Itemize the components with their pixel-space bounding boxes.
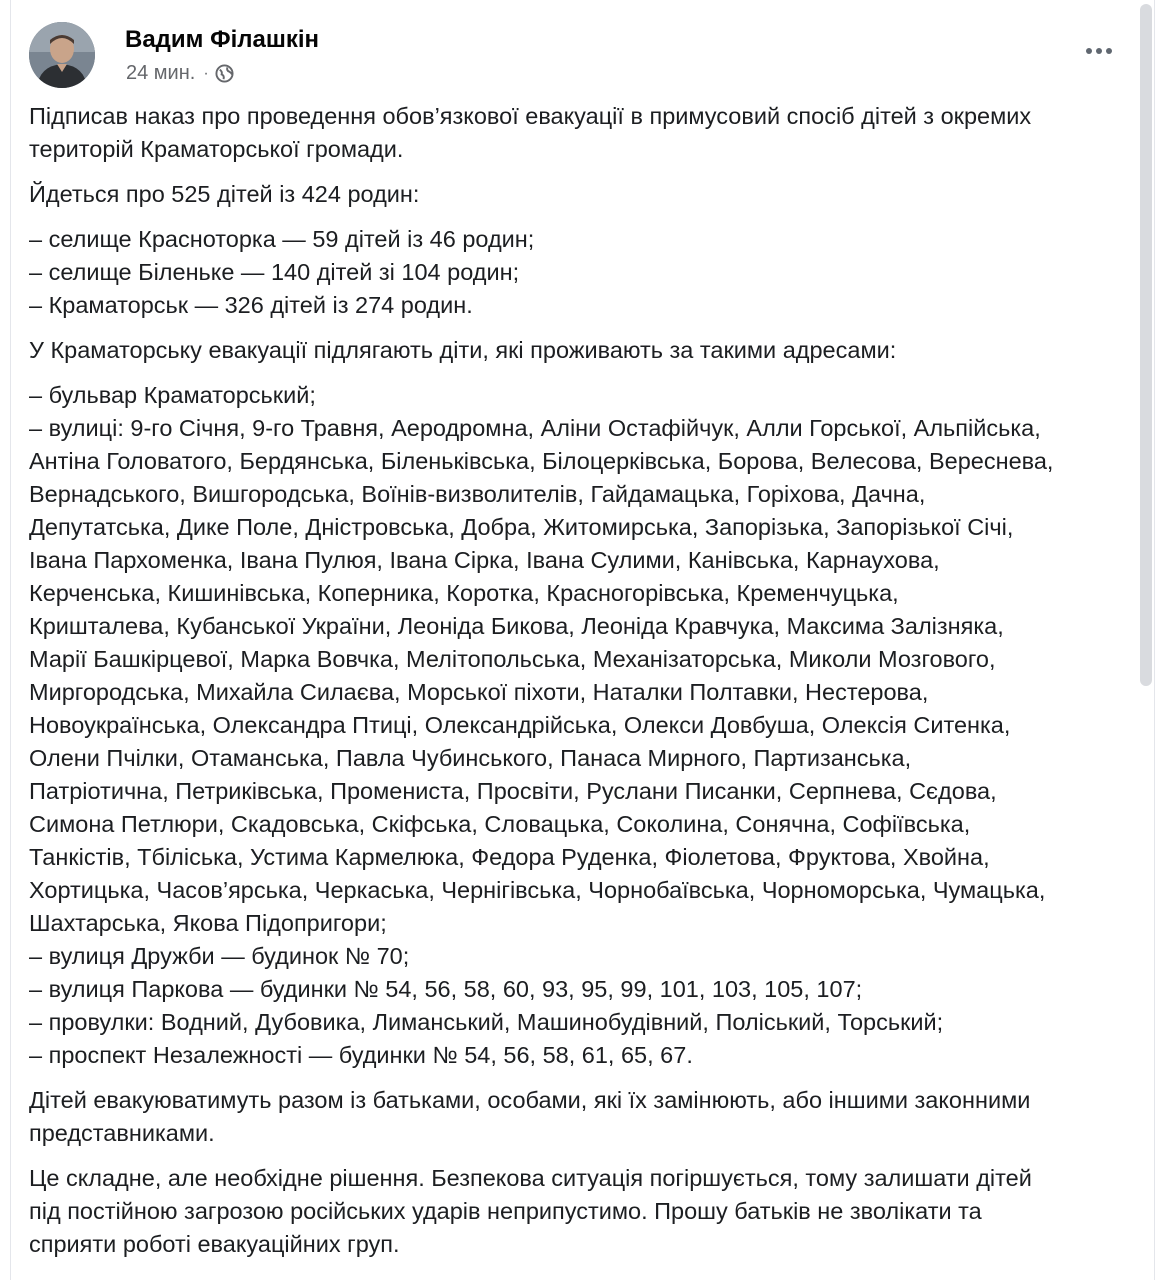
scrollbar[interactable] [1140,4,1152,686]
streets-line: Керченська, Кишинівська, Коперника, Коротка, Красногорівська, Кременчуцька, [29,580,899,606]
more-options-icon[interactable] [1079,36,1119,66]
streets-line: Антіна Головатого, Бердянська, Біленьківська, Білоцерківська, Борова, Велесова, Вереснева, [29,448,1054,474]
post-time[interactable]: 24 мин. [126,62,196,84]
list-item: – Краматорськ — 326 дітей із 274 родин. [29,292,473,318]
settlements-list [29,223,1139,322]
with-parents-paragraph [29,1084,1139,1150]
boulevard-item: – бульвар Краматорський; [29,382,316,408]
address-item: – вулиця Дружби — будинок № 70; [29,943,410,969]
streets-line: Депутатська, Дике Поле, Дністровська, Добра, Житомирська, Запорізька, Запорізької Січі, [29,514,1014,540]
avatar[interactable] [29,22,95,88]
paragraph-line: представниками. [29,1120,215,1146]
address-item: – провулки: Водний, Дубовика, Лиманський, Машинобудівний, Поліський, Торський; [29,1009,944,1035]
streets-line: Олени Пчілки, Отаманська, Павла Чубинського, Панаса Мирного, Партизанська, [29,745,912,771]
author-name[interactable]: Вадим Філашкін [125,26,320,53]
meta-separator: · [203,64,209,82]
post-meta [126,62,234,85]
total-paragraph [29,178,1139,211]
post-header [29,22,1129,90]
intro-paragraph [29,100,1139,166]
closing-paragraph [29,1162,1139,1261]
address-item: – проспект Незалежності — будинки № 54, 56, 58, 61, 65, 67. [29,1042,693,1068]
paragraph-line: під постійною загрозою російських ударів неприпустимо. Прошу батьків не зволікати та [29,1198,982,1224]
address-item: – вулиця Паркова — будинки № 54, 56, 58, 60, 93, 95, 99, 101, 103, 105, 107; [29,976,863,1002]
post-text [29,100,1139,1273]
addresses-list [29,379,1139,1072]
total-text: Йдеться про 525 дітей із 424 родин: [29,181,420,207]
streets-line: Шахтарська, Якова Підопригори; [29,910,387,936]
streets-line: Симона Петлюри, Скадовська, Скіфська, Словацька, Соколина, Сонячна, Софіївська, [29,811,971,837]
paragraph-line: сприяти роботі евакуаційних груп. [29,1231,400,1257]
avatar-photo [29,22,95,88]
streets-line: – вулиці: 9-го Січня, 9-го Травня, Аеродромна, Аліни Остафійчук, Алли Горської, Альпійська, [29,415,1041,441]
post-card [10,0,1155,1280]
streets-line: Марії Башкірцевої, Марка Вовчка, Мелітопольська, Механізаторська, Миколи Мозгового, [29,646,996,672]
kramatorsk-paragraph [29,334,1139,367]
globe-icon [215,64,234,83]
streets-line: Миргородська, Михайла Силаєва, Морської піхоти, Наталки Полтавки, Нестерова, [29,679,929,705]
paragraph-line: Це складне, але необхідне рішення. Безпекова ситуація погіршується, тому залишати дітей [29,1165,1032,1191]
streets-line: Кришталева, Кубанської України, Леоніда Бикова, Леоніда Кравчука, Максима Залізняка, [29,613,1004,639]
streets-line: Вернадського, Вишгородська, Воїнів-визволителів, Гайдамацька, Горіхова, Дачна, [29,481,926,507]
kramatorsk-intro: У Краматорську евакуації підлягають діти, які проживають за такими адресами: [29,337,897,363]
streets-line: Івана Пархоменка, Івана Пулюя, Івана Сірка, Івана Сулими, Канівська, Карнаухова, [29,547,940,573]
list-item: – селище Красноторка — 59 дітей із 46 родин; [29,226,535,252]
intro-text: Підписав наказ про проведення обов’язкової евакуації в примусовий спосіб дітей з окремих територій Краматорської громади. [29,103,1032,162]
paragraph-line: Дітей евакуюватимуть разом із батьками, особами, які їх замінюють, або іншими законними [29,1087,1031,1113]
streets-line: Патріотична, Петриківська, Промениста, Просвіти, Руслани Писанки, Серпнева, Сєдова, [29,778,997,804]
streets-line: Хортицька, Часов’ярська, Черкаська, Чернігівська, Чорнобаївська, Чорноморська, Чумацька, [29,877,1046,903]
list-item: – селище Біленьке — 140 дітей зі 104 родин; [29,259,520,285]
streets-line: Новоукраїнська, Олександра Птиці, Олександрійська, Олекси Довбуша, Олексія Ситенка, [29,712,1011,738]
streets-line: Танкістів, Тбіліська, Устима Кармелюка, Федора Руденка, Фіолетова, Фруктова, Хвойна, [29,844,990,870]
